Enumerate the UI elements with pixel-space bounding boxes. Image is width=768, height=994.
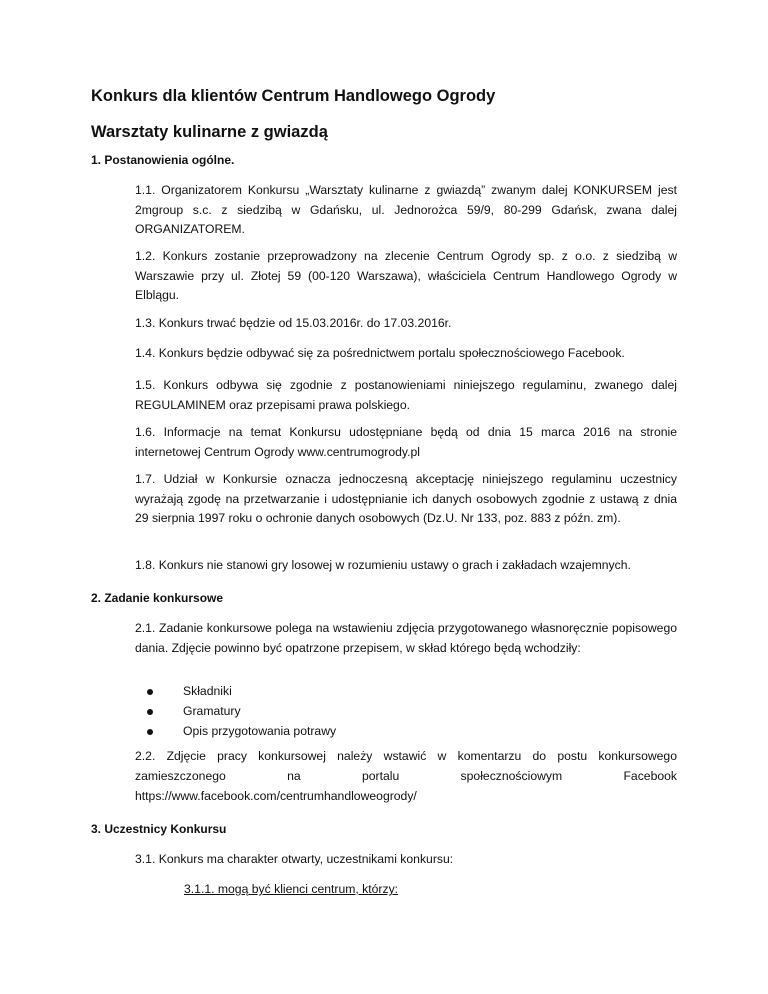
paragraph-1-5: 1.5. Konkurs odbywa się zgodnie z postanowieniami niniejszego regulaminu, zwanego dalej REGULAMINEM oraz przepisami prawa polskiego. — [135, 378, 677, 412]
paragraph-3-1-1: 3.1.1. mogą być klienci centrum, którzy: — [184, 882, 399, 896]
paragraph-2-2-line-1: 2.2. Zdjęcie pracy konkursowej należy wstawić w komentarzu do postu konkursowego — [135, 749, 677, 763]
paragraph-1-8: 1.8. Konkurs nie stanowi gry losowej w rozumieniu ustawy o grach i zakładach wzajemnych. — [135, 558, 631, 572]
paragraph-1-2: 1.2. Konkurs zostanie przeprowadzony na zlecenie Centrum Ogrody sp. z o.o. z siedzibą w Warszawie przy ul. Złotej 59 (00-120 Warszawa), właściciela Centrum Handlowego Ogrody w Elblągu. — [135, 249, 677, 303]
facebook-link[interactable]: https://www.facebook.com/centrumhandloweogrody/ — [135, 789, 417, 803]
list-item-label: Opis przygotowania potrawy — [183, 724, 337, 738]
document-subtitle: Warsztaty kulinarne z gwiazdą — [91, 123, 328, 141]
ingredients-list — [135, 682, 336, 742]
bullet-icon — [147, 689, 153, 695]
section-1-heading: 1. Postanowienia ogólne. — [91, 153, 235, 167]
paragraph-1-1: 1.1. Organizatorem Konkursu „Warsztaty kulinarne z gwiazdą” zwanym dalej KONKURSEM jest 2mgroup s.c. z siedzibą w Gdańsku, ul. Jednorożca 59/9, 80-299 Gdańsk, zwana dalej ORGANIZATOREM. — [135, 183, 677, 237]
list-item — [135, 702, 336, 722]
paragraph-1-4: 1.4. Konkurs będzie odbywać się za pośrednictwem portalu społecznościowego Facebook. — [135, 346, 625, 360]
list-item — [135, 722, 336, 742]
list-item — [135, 682, 336, 702]
paragraph-2-2-line-2: zamieszczonego na portalu społecznościowym Facebook — [135, 769, 677, 783]
section-3-heading: 3. Uczestnicy Konkursu — [91, 822, 227, 836]
bullet-icon — [147, 709, 153, 715]
paragraph-1-7: 1.7. Udział w Konkursie oznacza jednoczesną akceptację niniejszego regulaminu uczestnicy wyrażają zgodę na przetwarzanie i udostępnianie ich danych osobowych zgodnie z ustawą z dnia 29 sierpnia 1997 roku o ochronie danych osobowych (Dz.U. Nr 133, poz. 883 z późn. zm). — [135, 472, 677, 526]
paragraph-1-6: 1.6. Informacje na temat Konkursu udostępniane będą od dnia 15 marca 2016 na stronie internetowej Centrum Ogrody www.centrumogrody.pl — [135, 425, 677, 459]
paragraph-2-1: 2.1. Zadanie konkursowe polega na wstawieniu zdjęcia przygotowanego własnoręcznie popisowego dania. Zdjęcie powinno być opatrzone przepisem, w skład którego będą wchodziły: — [135, 621, 677, 655]
paragraph-3-1: 3.1. Konkurs ma charakter otwarty, uczestnikami konkursu: — [135, 852, 454, 866]
bullet-icon — [147, 729, 153, 735]
document-title: Konkurs dla klientów Centrum Handlowego Ogrody — [91, 87, 496, 105]
section-2-heading: 2. Zadanie konkursowe — [91, 591, 224, 605]
paragraph-1-3: 1.3. Konkurs trwać będzie od 15.03.2016r. do 17.03.2016r. — [135, 316, 452, 330]
list-item-label: Składniki — [183, 684, 232, 698]
list-item-label: Gramatury — [183, 704, 241, 718]
